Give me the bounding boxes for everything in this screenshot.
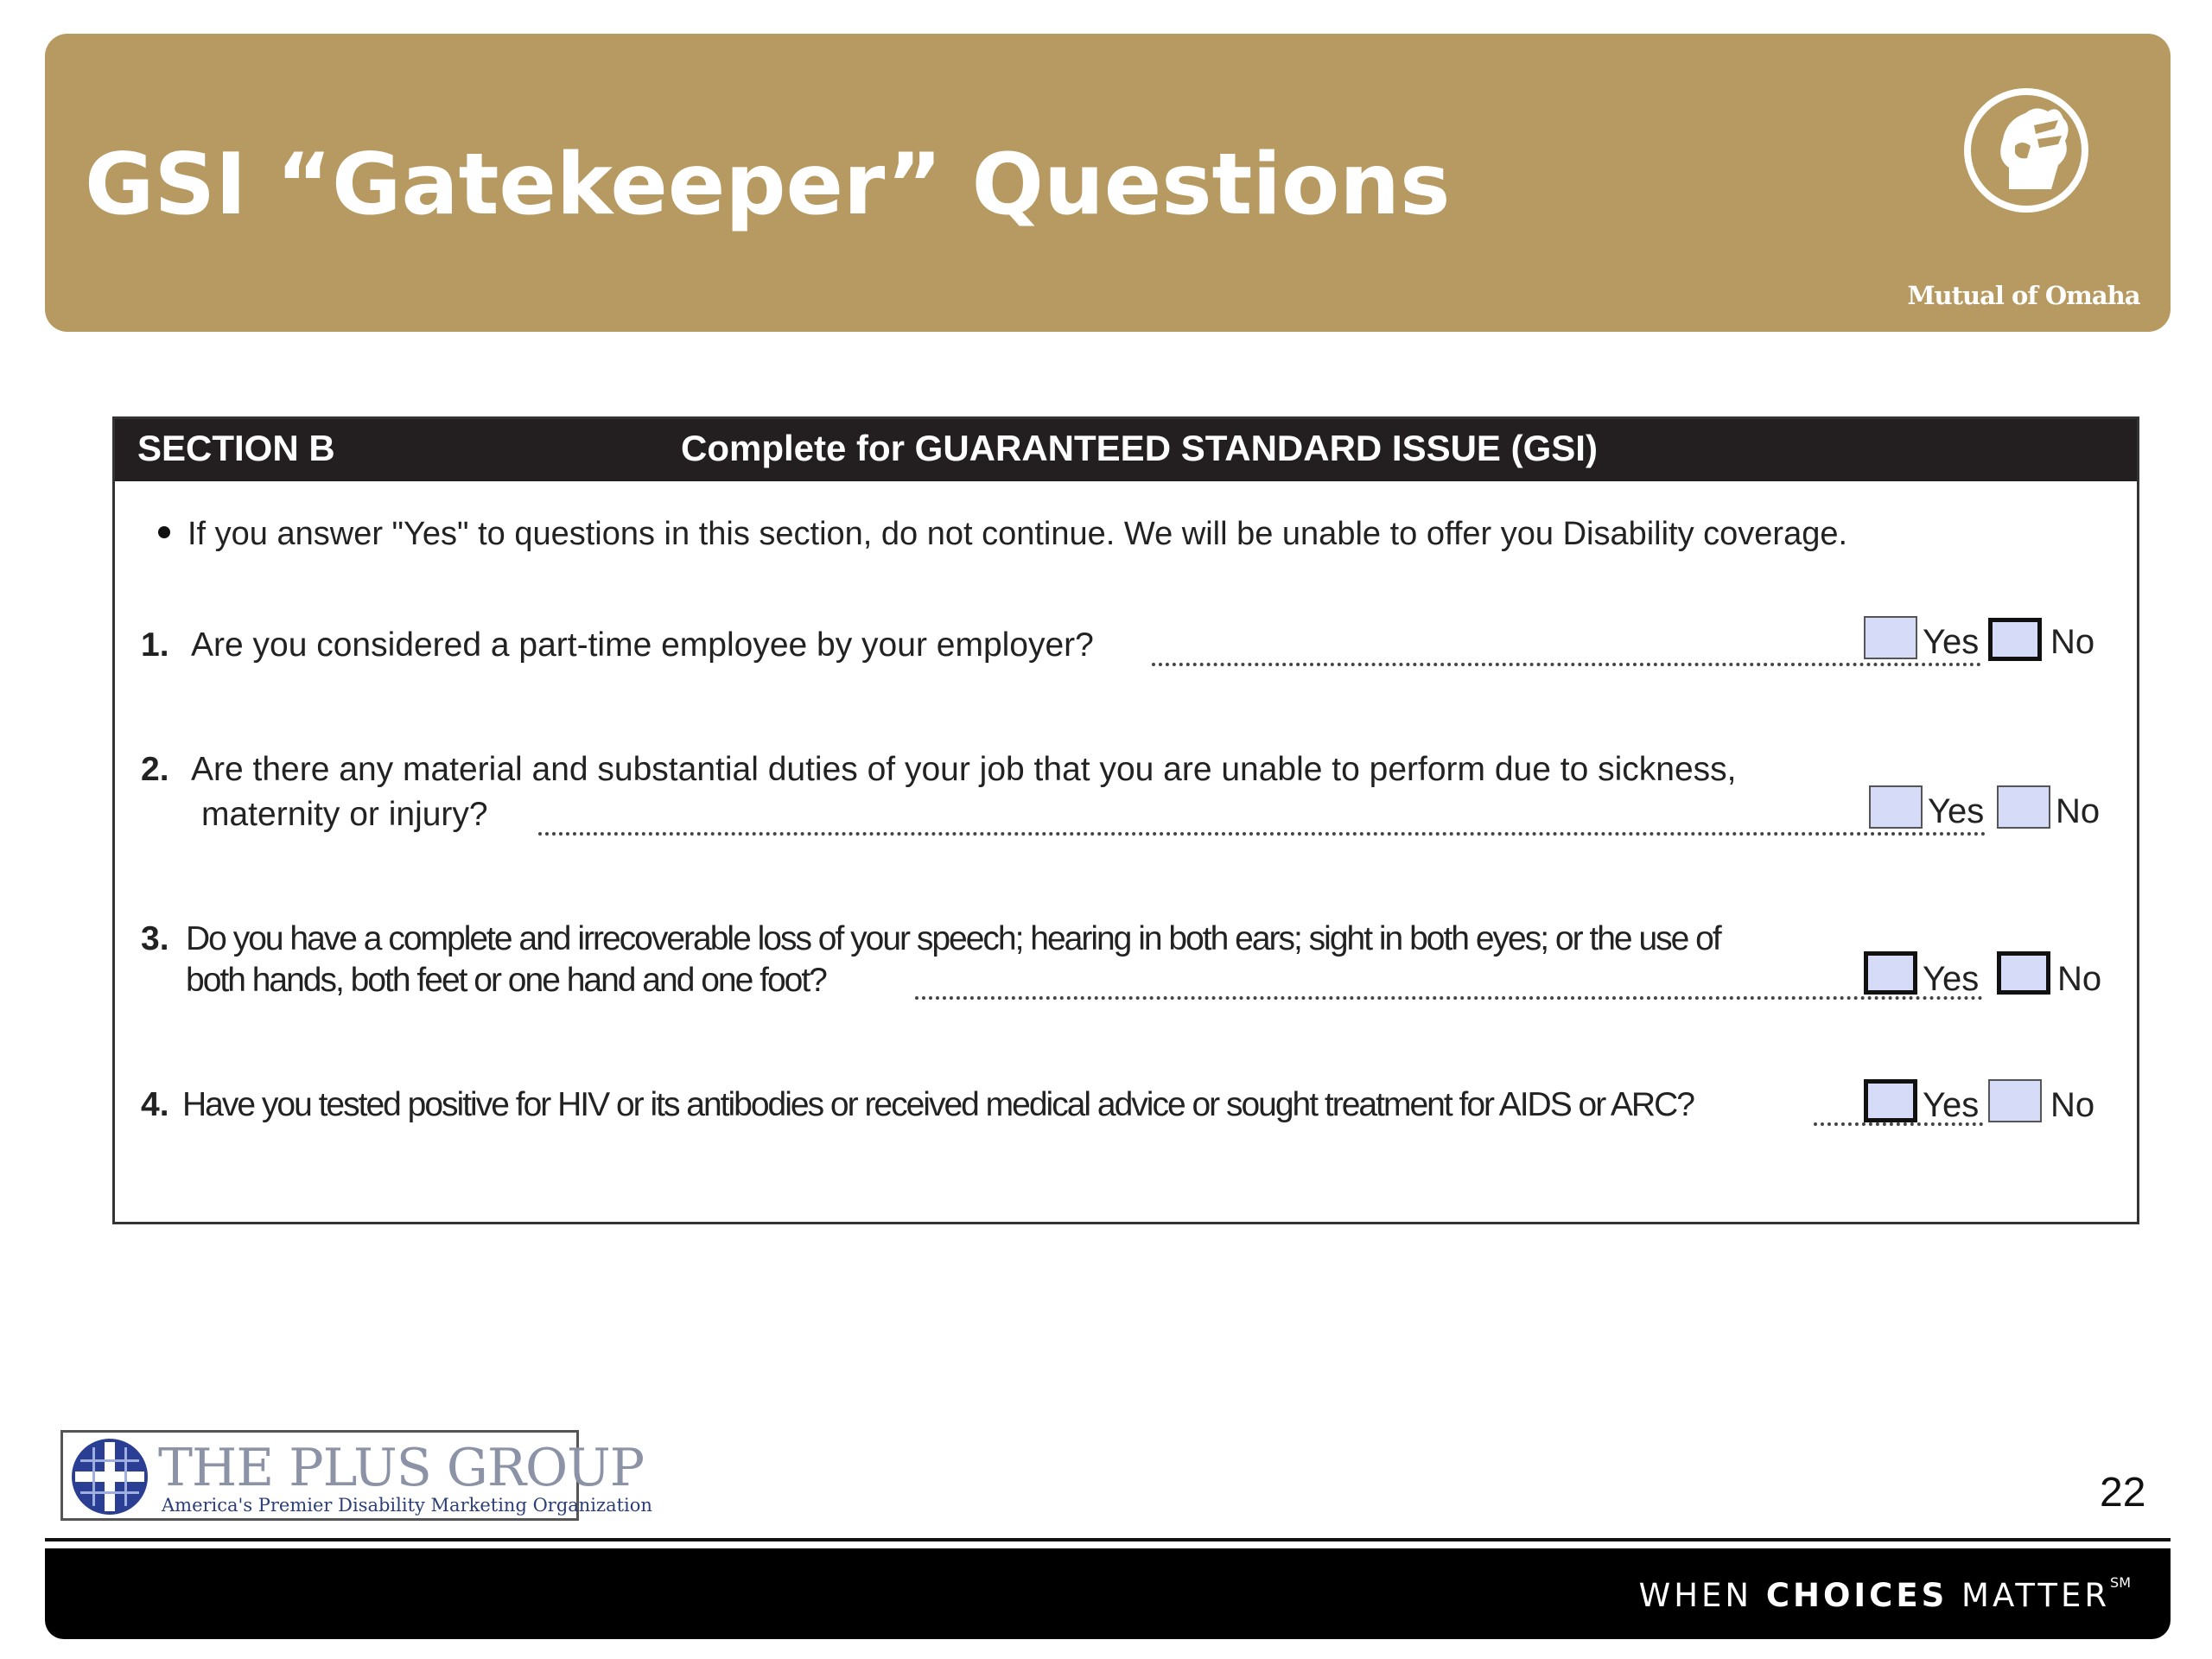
slogan [1639,1574,2131,1614]
slide-title: GSI “Gatekeeper” Questions [85,136,1451,234]
company-name: THE PLUS GROUP [158,1438,645,1498]
section-b-form [112,416,2139,1224]
question-number: 4. [141,1086,169,1123]
instruction-note [158,516,1847,553]
question-text-line-1: Do you have a complete and irrecoverable loss of your speech; hearing in both ears; sight in both eyes; or the use of [186,920,1720,957]
slogan-post: MATTER [1948,1577,2111,1614]
footer-band [45,1548,2171,1639]
section-title: Complete for GUARANTEED STANDARD ISSUE (GSI) [681,428,1598,468]
mutual-of-omaha-logo [1903,86,2145,319]
q3-no-label: No [2057,960,2102,998]
dot-leader [1152,663,1981,666]
header-band [45,34,2171,332]
question-number: 1. [141,626,169,664]
question-text: Have you tested positive for HIV or its antibodies or received medical advice or sought treatment for AIDS or ARC? [182,1086,1694,1123]
question-2 [141,751,2128,846]
instruction-text: If you answer "Yes" to questions in this section, do not continue. We will be unable to offer you Disability coverage. [188,516,1848,552]
globe-cross-icon [68,1435,151,1518]
q4-yes-checkbox[interactable] [1864,1079,1917,1122]
question-4 [141,1086,2128,1138]
q1-no-checkbox[interactable] [1988,618,2042,661]
question-text-line-1: Are there any material and substantial duties of your job that you are unable to perform due to sickness, [191,751,1737,788]
form-header-bar [115,419,2137,481]
question-1 [141,626,2128,678]
q2-yes-label: Yes [1928,792,1985,830]
footer-divider [45,1538,2171,1541]
q3-yes-checkbox[interactable] [1864,951,1917,995]
q1-yes-checkbox[interactable] [1864,616,1917,659]
dot-leader [538,832,1986,836]
q4-no-label: No [2050,1086,2095,1124]
question-number: 2. [141,751,169,788]
section-label: SECTION B [137,428,335,468]
slogan-bold: CHOICES [1765,1577,1948,1614]
q2-no-checkbox[interactable] [1997,785,2050,829]
question-3 [141,920,2128,1015]
question-text: Are you considered a part-time employee by your employer? [191,626,1094,664]
q3-yes-label: Yes [1923,960,1980,998]
question-text-line-2: both hands, both feet or one hand and one foot? [186,962,826,999]
q2-no-label: No [2056,792,2101,830]
plus-group-logo [60,1430,652,1521]
q4-no-checkbox[interactable] [1988,1079,2042,1122]
question-text-line-2: maternity or injury? [201,796,488,833]
dot-leader [915,996,1983,1000]
q1-yes-label: Yes [1923,623,1980,661]
logo-wordmark: Mutual of Omaha [1907,281,2140,310]
bullet-icon [158,526,170,538]
q4-yes-label: Yes [1923,1086,1980,1124]
q3-no-checkbox[interactable] [1997,951,2050,995]
q2-yes-checkbox[interactable] [1869,785,1923,829]
service-mark: SM [2110,1574,2131,1591]
indian-head-logo-icon [1961,86,2091,215]
question-number: 3. [141,920,169,957]
q1-no-label: No [2050,623,2095,661]
slogan-pre: WHEN [1638,1577,1766,1614]
company-tagline: America's Premier Disability Marketing Organization [162,1495,652,1516]
page-number: 22 [2100,1470,2146,1516]
